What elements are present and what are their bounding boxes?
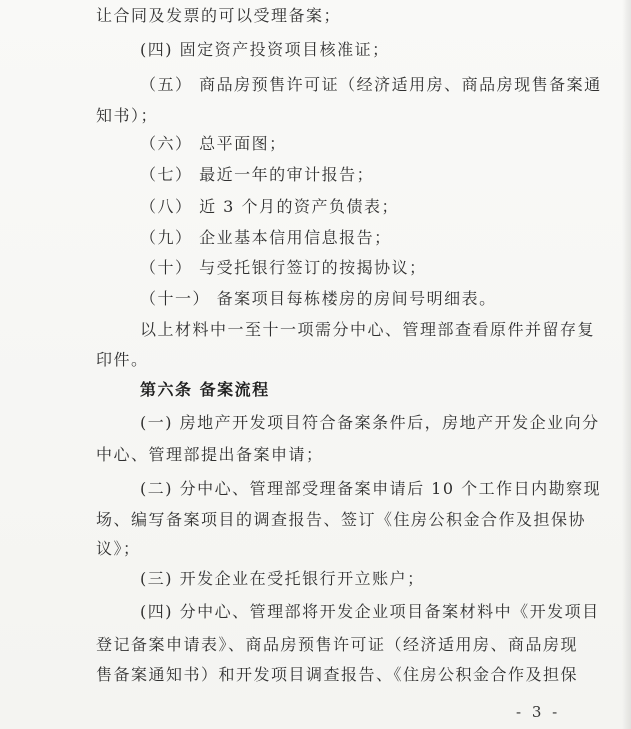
page-number: - 3 - xyxy=(516,703,561,721)
text-line: (四) 分中心、管理部将开发企业项目备案材料中《开发项目 xyxy=(140,602,600,621)
text-line: （八） 近 3 个月的资产负债表； xyxy=(140,197,399,216)
text-line: (四) 固定资产投资项目核准证； xyxy=(140,40,390,59)
text-line: （十一） 备案项目每栋楼房的房间号明细表。 xyxy=(140,289,497,308)
text-line: 中心、管理部提出备案申请； xyxy=(96,445,324,464)
section-heading: 第六条 备案流程 xyxy=(140,380,270,399)
page-edge-shadow xyxy=(622,0,631,729)
text-line: 登记备案申请表》、商品房预售许可证（经济适用房、商品房现 xyxy=(96,635,579,654)
text-line: 议》； xyxy=(96,539,141,558)
text-line: 让合同及发票的可以受理备案； xyxy=(96,6,342,25)
text-line: (二) 分中心、管理部受理备案申请后 10 个工作日内勘察现 xyxy=(140,479,602,498)
text-line: （九） 企业基本信用信息报告； xyxy=(140,228,392,247)
text-line: （五） 商品房预售许可证（经济适用房、商品房现售备案通 xyxy=(140,75,602,94)
text-line: （十） 与受托银行签订的按揭协议； xyxy=(140,258,427,277)
text-line: (一) 房地产开发项目符合备案条件后，房地产开发企业向分 xyxy=(140,413,600,432)
text-line: 印件。 xyxy=(96,350,149,369)
text-line: 售备案通知书）和开发项目调查报告、《住房公积金合作及担保 xyxy=(96,665,579,684)
text-line: （六） 总平面图； xyxy=(140,134,287,153)
text-line: （七） 最近一年的审计报告； xyxy=(140,165,375,184)
text-line: (三) 开发企业在受托银行开立账户； xyxy=(140,569,425,588)
text-line: 知书）； xyxy=(96,106,159,125)
text-line: 以上材料中一至十一项需分中心、管理部查看原件并留存复 xyxy=(140,320,596,339)
text-line: 场、编写备案项目的调查报告、签订《住房公积金合作及担保协 xyxy=(96,510,587,529)
